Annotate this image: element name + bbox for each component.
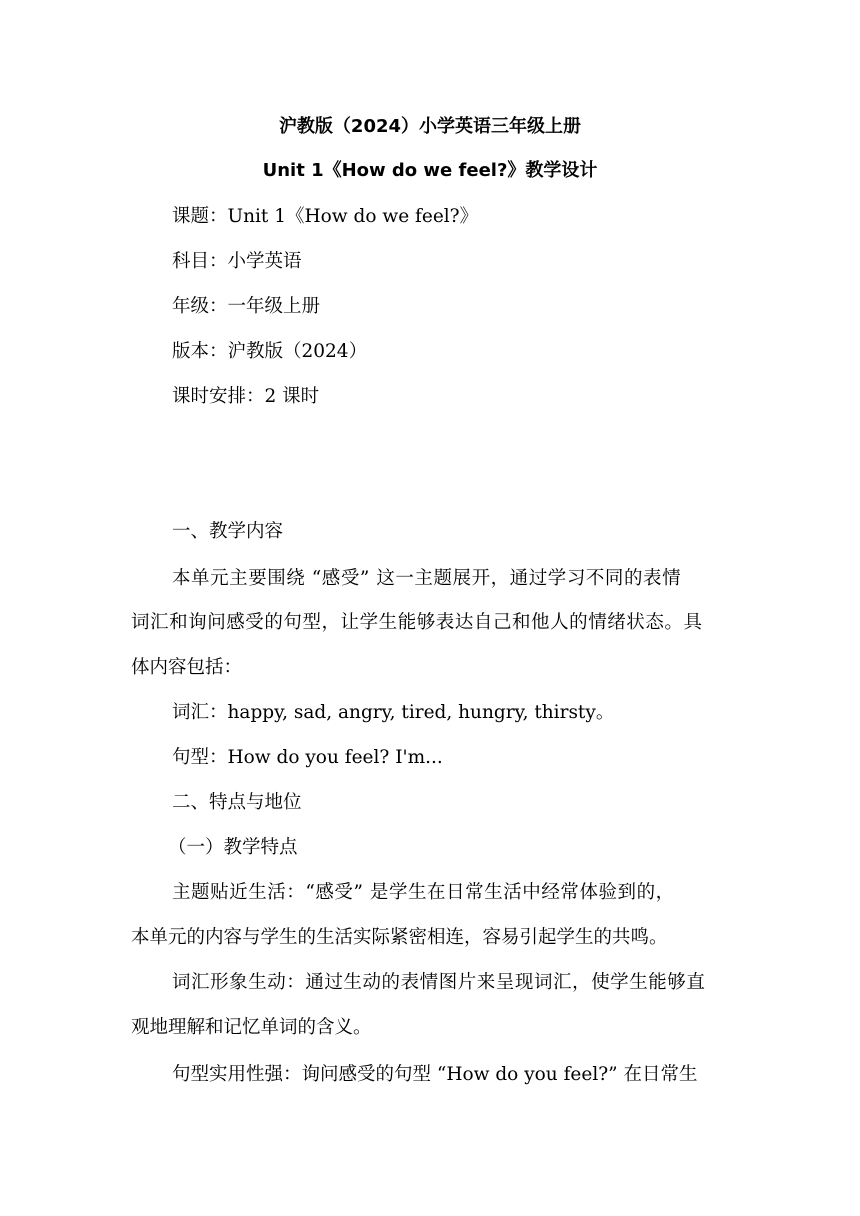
section2-p1-line: 主题贴近生活：“感受” 是学生在日常生活中经常体验到的， [172,882,675,903]
section1-paragraph-line: 本单元主要围绕 “感受” 这一主题展开，通过学习不同的表情 [172,568,682,589]
section2-p1-line: 本单元的内容与学生的生活实际紧密相连，容易引起学生的共鸣。 [131,927,668,948]
section1-paragraph-line: 体内容包括： [131,657,243,678]
section2-p2-line: 词汇形象生动：通过生动的表情图片来呈现词汇，使学生能够直 [172,972,706,993]
section1-sentence: 句型：How do you feel? I'm... [172,747,443,768]
info-subject: 科目：小学英语 [172,251,302,272]
section1-paragraph-line: 词汇和询问感受的句型，让学生能够表达自己和他人的情绪状态。具 [131,612,703,633]
info-topic: 课题：Unit 1《How do we feel?》 [172,206,479,227]
info-hours: 课时安排：2 课时 [172,386,320,407]
info-edition: 版本：沪教版（2024） [172,341,368,362]
section1-vocab: 词汇：happy, sad, angry, tired, hungry, thirsty。 [172,702,615,723]
section2-p2-line: 观地理解和记忆单词的含义。 [131,1017,372,1038]
info-grade: 年级：一年级上册 [172,296,321,317]
section1-heading: 一、教学内容 [172,521,284,542]
section2-subheading: （一）教学特点 [168,837,298,858]
doc-subtitle: Unit 1《How do we feel?》教学设计 [262,160,598,181]
doc-title: 沪教版（2024）小学英语三年级上册 [278,116,582,137]
section2-heading: 二、特点与地位 [172,792,302,813]
section2-p3-line: 句型实用性强：询问感受的句型 “How do you feel?” 在日常生 [172,1064,698,1085]
